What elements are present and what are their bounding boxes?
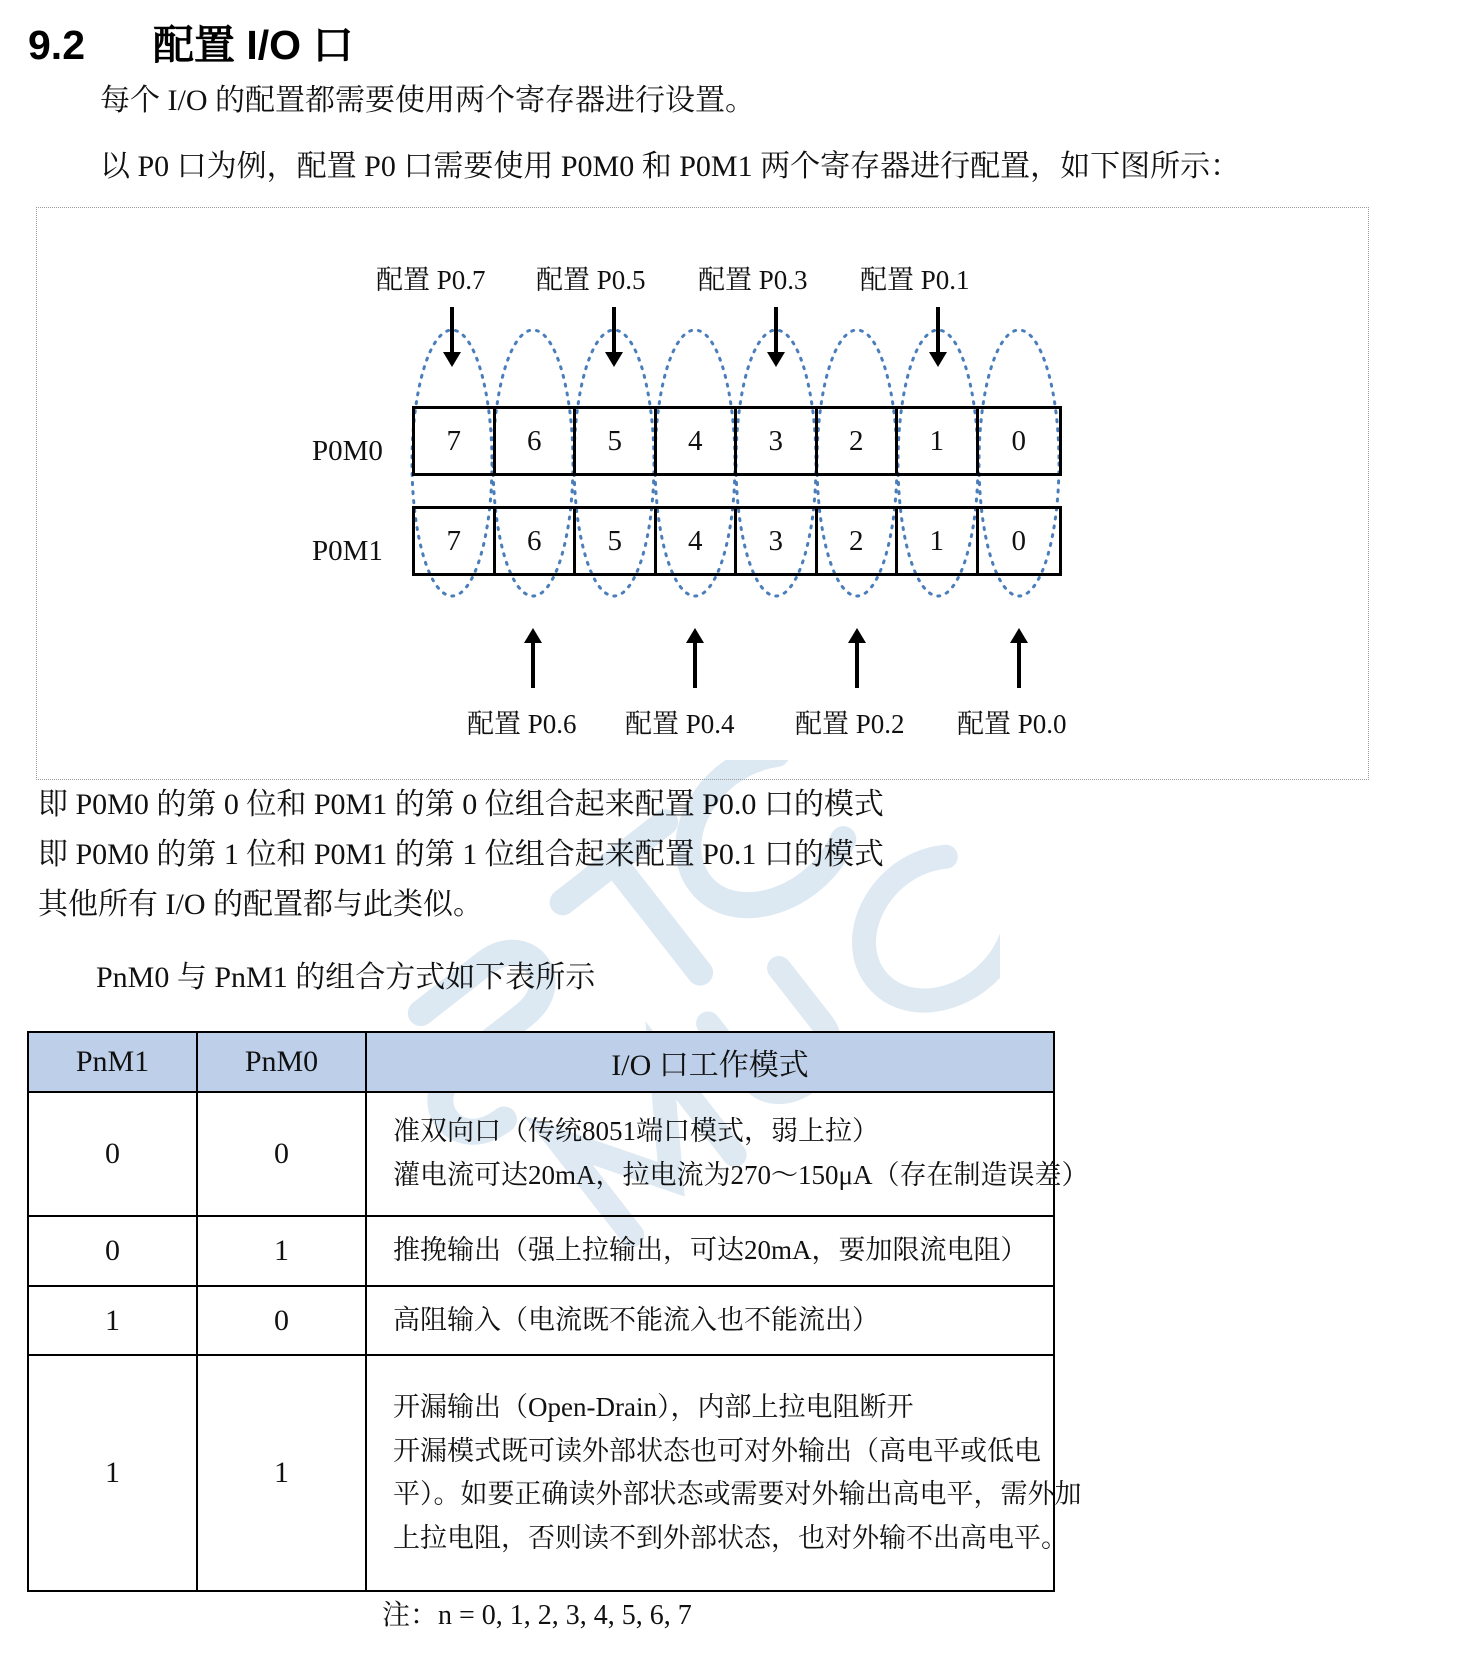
- cell-mode: [366, 1092, 1089, 1216]
- table-row: [28, 1216, 1054, 1286]
- cell-mode: [366, 1286, 1054, 1356]
- mode-line: 开漏模式既可读外部状态也可对外输出（高电平或低电: [393, 1435, 1041, 1466]
- arrow-up-p00: [1017, 641, 1021, 688]
- cell-pnm0: 1: [197, 1355, 366, 1591]
- register-bit-cell: 4: [657, 509, 738, 573]
- section-heading: [28, 12, 353, 71]
- table-header-pnm0: PnM0: [197, 1032, 366, 1092]
- register-bit-cell: 6: [496, 509, 577, 573]
- cell-pnm0: 0: [197, 1286, 366, 1356]
- figure-top-label-2: 配置 P0.3: [698, 265, 808, 295]
- mode-line: 上拉电阻，否则读不到外部状态，也对外输不出高电平。: [393, 1523, 1068, 1554]
- cell-pnm1: 1: [28, 1286, 197, 1356]
- mode-line: 推挽输出（强上拉输出，可达20mA，要加限流电阻）: [393, 1235, 1028, 1265]
- cell-pnm1: 0: [28, 1092, 197, 1216]
- register-bit-cell: 3: [737, 409, 818, 473]
- register-bit-cell: 1: [898, 409, 979, 473]
- cell-pnm1: 0: [28, 1216, 197, 1286]
- cell-pnm0: 1: [197, 1216, 366, 1286]
- table-header-pnm1: PnM1: [28, 1032, 197, 1092]
- register-bit-cell: 7: [415, 509, 496, 573]
- cell-pnm1: 1: [28, 1355, 197, 1591]
- arrow-down-p03: [774, 307, 778, 354]
- register-mapping-figure: [36, 207, 1369, 780]
- figure-top-label-3: 配置 P0.1: [860, 265, 970, 295]
- register-row-p0m1: [412, 506, 1062, 576]
- arrow-up-p06: [531, 641, 535, 688]
- register-bit-cell: 3: [737, 509, 818, 573]
- register-bit-cell: 4: [657, 409, 738, 473]
- mode-line: 平）。如要正确读外部状态或需要对外输出高电平，需外加: [393, 1479, 1082, 1510]
- intro-paragraph-2: 以 P0 口为例，配置 P0 口需要使用 P0M0 和 P0M1 两个寄存器进行配置，如下图所示：: [100, 150, 1241, 183]
- register-bit-cell: 6: [496, 409, 577, 473]
- arrow-up-p04: [693, 641, 697, 688]
- mode-line: 灌电流可达20mA，拉电流为270～150μA（存在制造误差）: [393, 1160, 1089, 1190]
- register-bit-cell: 7: [415, 409, 496, 473]
- cell-mode: [366, 1216, 1054, 1286]
- table-intro-text: PnM0 与 PnM1 的组合方式如下表所示: [96, 961, 596, 994]
- register-name-p0m1: P0M1: [312, 535, 383, 567]
- intro-paragraph-1: 每个 I/O 的配置都需要使用两个寄存器进行设置。: [100, 84, 755, 117]
- figure-top-label-1: 配置 P0.5: [536, 265, 646, 295]
- table-row: [28, 1286, 1054, 1356]
- note-paragraph-1: 即 P0M0 的第 0 位和 P0M1 的第 0 位组合起来配置 P0.0 口的模式: [38, 788, 884, 821]
- cell-pnm0: 0: [197, 1092, 366, 1216]
- table-row: [28, 1355, 1054, 1591]
- register-bit-cell: 2: [818, 509, 899, 573]
- register-bit-cell: 0: [1011, 524, 1026, 557]
- register-bit-cell: 0: [1011, 424, 1026, 457]
- register-bit-cell: 5: [576, 509, 657, 573]
- mode-line: 开漏输出（Open-Drain），内部上拉电阻断开: [393, 1392, 914, 1422]
- register-bit-cell: 2: [818, 409, 899, 473]
- figure-bottom-label-1: 配置 P0.4: [625, 709, 735, 739]
- arrow-down-p07: [450, 307, 454, 354]
- register-bit-cell: 5: [576, 409, 657, 473]
- arrow-down-p01: [936, 307, 940, 354]
- figure-bottom-label-3: 配置 P0.0: [957, 709, 1067, 739]
- table-header-mode: I/O 口工作模式: [366, 1032, 1054, 1092]
- cell-mode: [366, 1355, 1082, 1591]
- figure-top-label-0: 配置 P0.7: [376, 265, 486, 295]
- register-name-p0m0: P0M0: [312, 435, 383, 467]
- note-paragraph-2: 即 P0M0 的第 1 位和 P0M1 的第 1 位组合起来配置 P0.1 口的模式: [38, 838, 884, 871]
- table-footnote: 注：n = 0, 1, 2, 3, 4, 5, 6, 7: [382, 1600, 692, 1631]
- figure-bottom-label-2: 配置 P0.2: [795, 709, 905, 739]
- section-title: 配置 I/O 口: [153, 22, 354, 68]
- section-number: 9.2: [28, 22, 85, 68]
- figure-bottom-label-0: 配置 P0.6: [467, 709, 577, 739]
- table-header-row: [28, 1032, 1054, 1092]
- arrow-up-p02: [855, 641, 859, 688]
- table-row: [28, 1092, 1054, 1216]
- mode-line: 准双向口（传统8051端口模式，弱上拉）: [393, 1116, 879, 1147]
- io-mode-table: [27, 1031, 1089, 1592]
- arrow-down-p05: [612, 307, 616, 354]
- mode-line: 高阻输入（电流既不能流入也不能流出）: [393, 1304, 879, 1335]
- note-paragraph-3: 其他所有 I/O 的配置都与此类似。: [38, 888, 483, 921]
- register-row-p0m0: [412, 406, 1062, 476]
- register-bit-cell: 1: [898, 509, 979, 573]
